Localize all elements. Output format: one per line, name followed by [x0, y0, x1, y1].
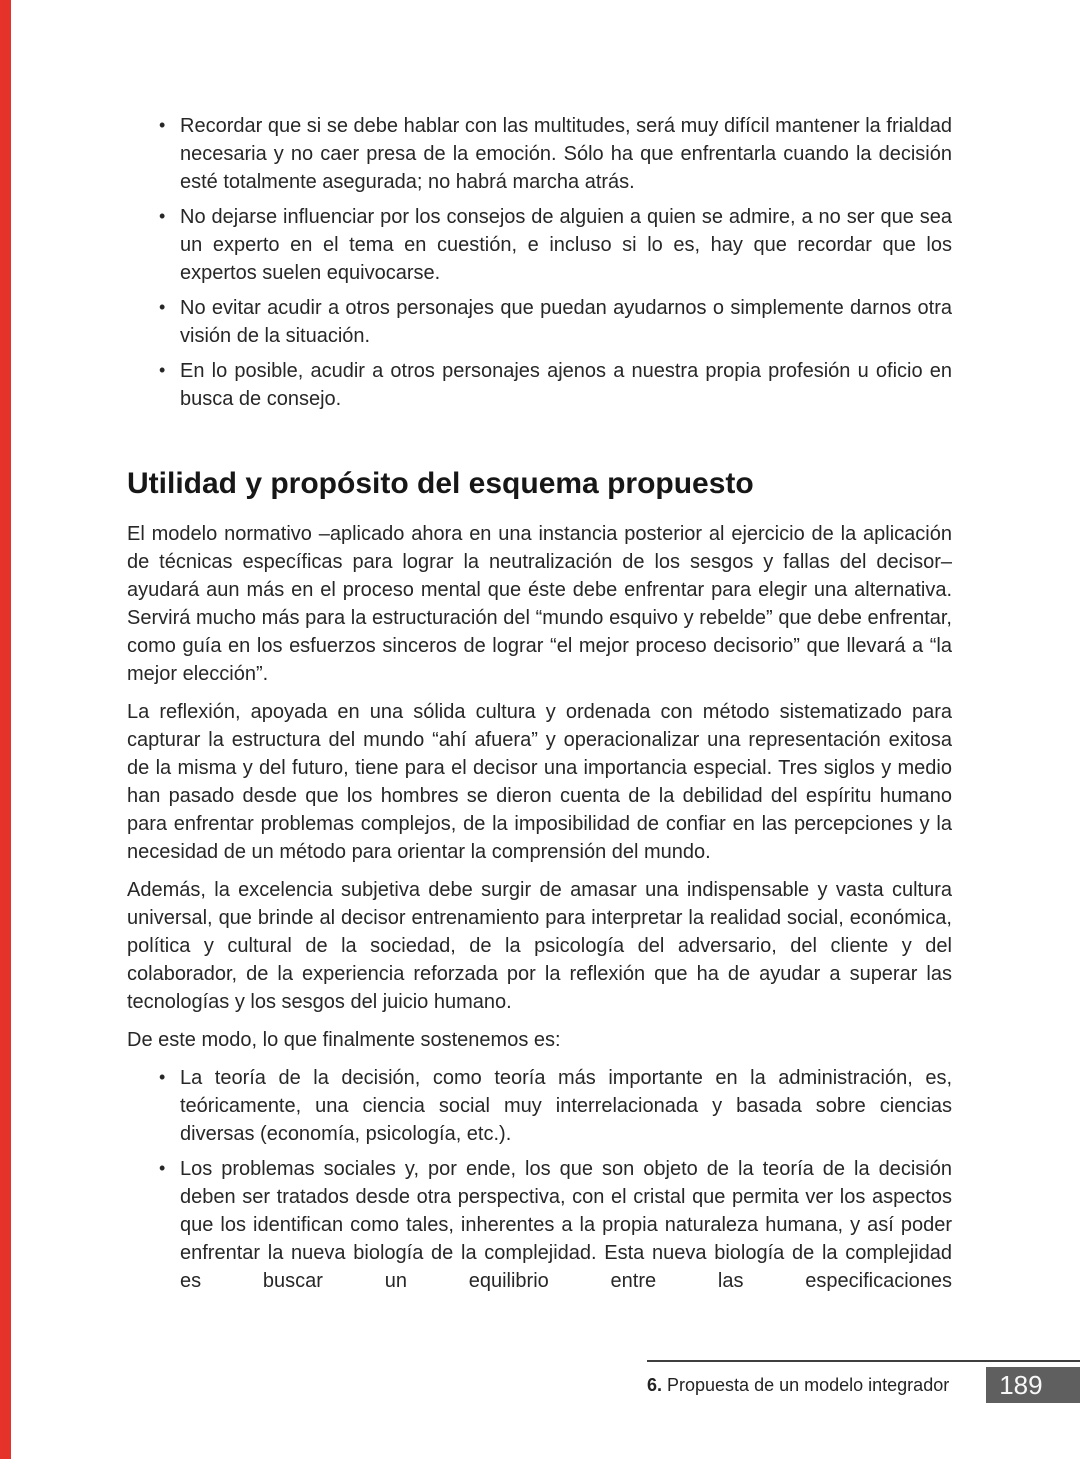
bullet-marker: •	[159, 360, 166, 380]
bullet-item	[127, 294, 952, 350]
section-heading: Utilidad y propósito del esquema propuesto	[127, 467, 754, 500]
bullet-text: No evitar acudir a otros personajes que puedan ayudarnos o simplemente darnos otra visión de la situación.	[180, 297, 952, 347]
page-footer	[647, 1360, 1080, 1403]
book-edge-strip	[0, 0, 11, 1459]
bullet-text: En lo posible, acudir a otros personajes ajenos a nuestra propia profesión u oficio en busca de consejo.	[180, 360, 952, 410]
bullet-item	[127, 357, 952, 413]
bullet-text: No dejarse influenciar por los consejos de alguien a quien se admire, a no ser que sea un experto en el tema en cuestión, e incluso si lo es, hay que recordar que los expertos suelen equivocarse.	[180, 206, 952, 284]
bullet-item	[127, 1064, 952, 1148]
bullet-text: Los problemas sociales y, por ende, los que son objeto de la teoría de la decisión deben ser tratados desde otra perspectiva, con el cristal que permita ver los aspectos que los identifican como tales, inherentes a la propia naturaleza humana, y así poder enfrentar la nueva biología de la complejidad. Esta nueva biología de la complejidad es buscar un equilibrio entre las especificaciones	[180, 1158, 952, 1292]
bullet-text: La teoría de la decisión, como teoría más importante en la administración, es, teóricamente, una ciencia social muy interrelacionada y basada sobre ciencias diversas (economía, psicología, etc.).	[180, 1067, 952, 1145]
bullet-item	[127, 112, 952, 196]
footer-row	[647, 1362, 1080, 1403]
bullet-item	[127, 203, 952, 287]
bullet-marker: •	[159, 297, 166, 317]
page-content	[127, 0, 952, 1302]
chapter-title: Propuesta de un modelo integrador	[667, 1374, 950, 1395]
body-paragraph: La reflexión, apoyada en una sólida cultura y ordenada con método sistematizado para capturar la estructura del mundo “ahí afuera” y operacionalizar una representación exitosa de la misma y del futuro, tiene para el decisor una importancia especial. Tres siglos y medio han pasado desde que los hombres se dieron cuenta de la debilidad del espíritu humano para enfrentar problemas complejos, de la imposibilidad de confiar en las percepciones y la necesidad de un método para orientar la comprensión del mundo.	[127, 701, 952, 863]
bullet-marker: •	[159, 115, 166, 135]
advice-bullet-list	[127, 112, 952, 413]
bullet-marker: •	[159, 1067, 166, 1087]
conclusion-bullet-list	[127, 1064, 952, 1295]
bullet-text: Recordar que si se debe hablar con las multitudes, será muy difícil mantener la frialdad necesaria y no caer presa de la emoción. Sólo ha que enfrentarla cuando la decisión esté totalmente asegurada; no habrá marcha atrás.	[180, 115, 952, 193]
chapter-number: 6.	[647, 1374, 663, 1395]
body-paragraph: Además, la excelencia subjetiva debe surgir de amasar una indispensable y vasta cultura universal, que brinde al decisor entrenamiento para interpretar la realidad social, económica, política y cultural de la sociedad, de la psicología del adversario, del cliente y del colaborador, de la experiencia reforzada por la reflexión que ha de ayudar a superar las tecnologías y los sesgos del juicio humano.	[127, 879, 952, 1013]
page-number: 189	[999, 1369, 1043, 1400]
bullet-item	[127, 1155, 952, 1295]
lead-in-paragraph: De este modo, lo que finalmente sostenemos es:	[127, 1029, 561, 1051]
page-number-box	[986, 1367, 1080, 1403]
bullet-marker: •	[159, 1158, 166, 1178]
body-paragraph: El modelo normativo –aplicado ahora en una instancia posterior al ejercicio de la aplicación de técnicas específicas para lograr la neutralización de los sesgos y fallas del decisor– ayudará aun más en el proceso mental que éste debe enfrentar para elegir una alternativa. Servirá mucho más para la estructuración del “mundo esquivo y rebelde” que debe enfrentar, como guía en los esfuerzos sinceros de lograr “el mejor proceso decisorio” que llevará a “la mejor elección”.	[127, 523, 952, 685]
running-head	[647, 1375, 949, 1396]
bullet-marker: •	[159, 206, 166, 226]
